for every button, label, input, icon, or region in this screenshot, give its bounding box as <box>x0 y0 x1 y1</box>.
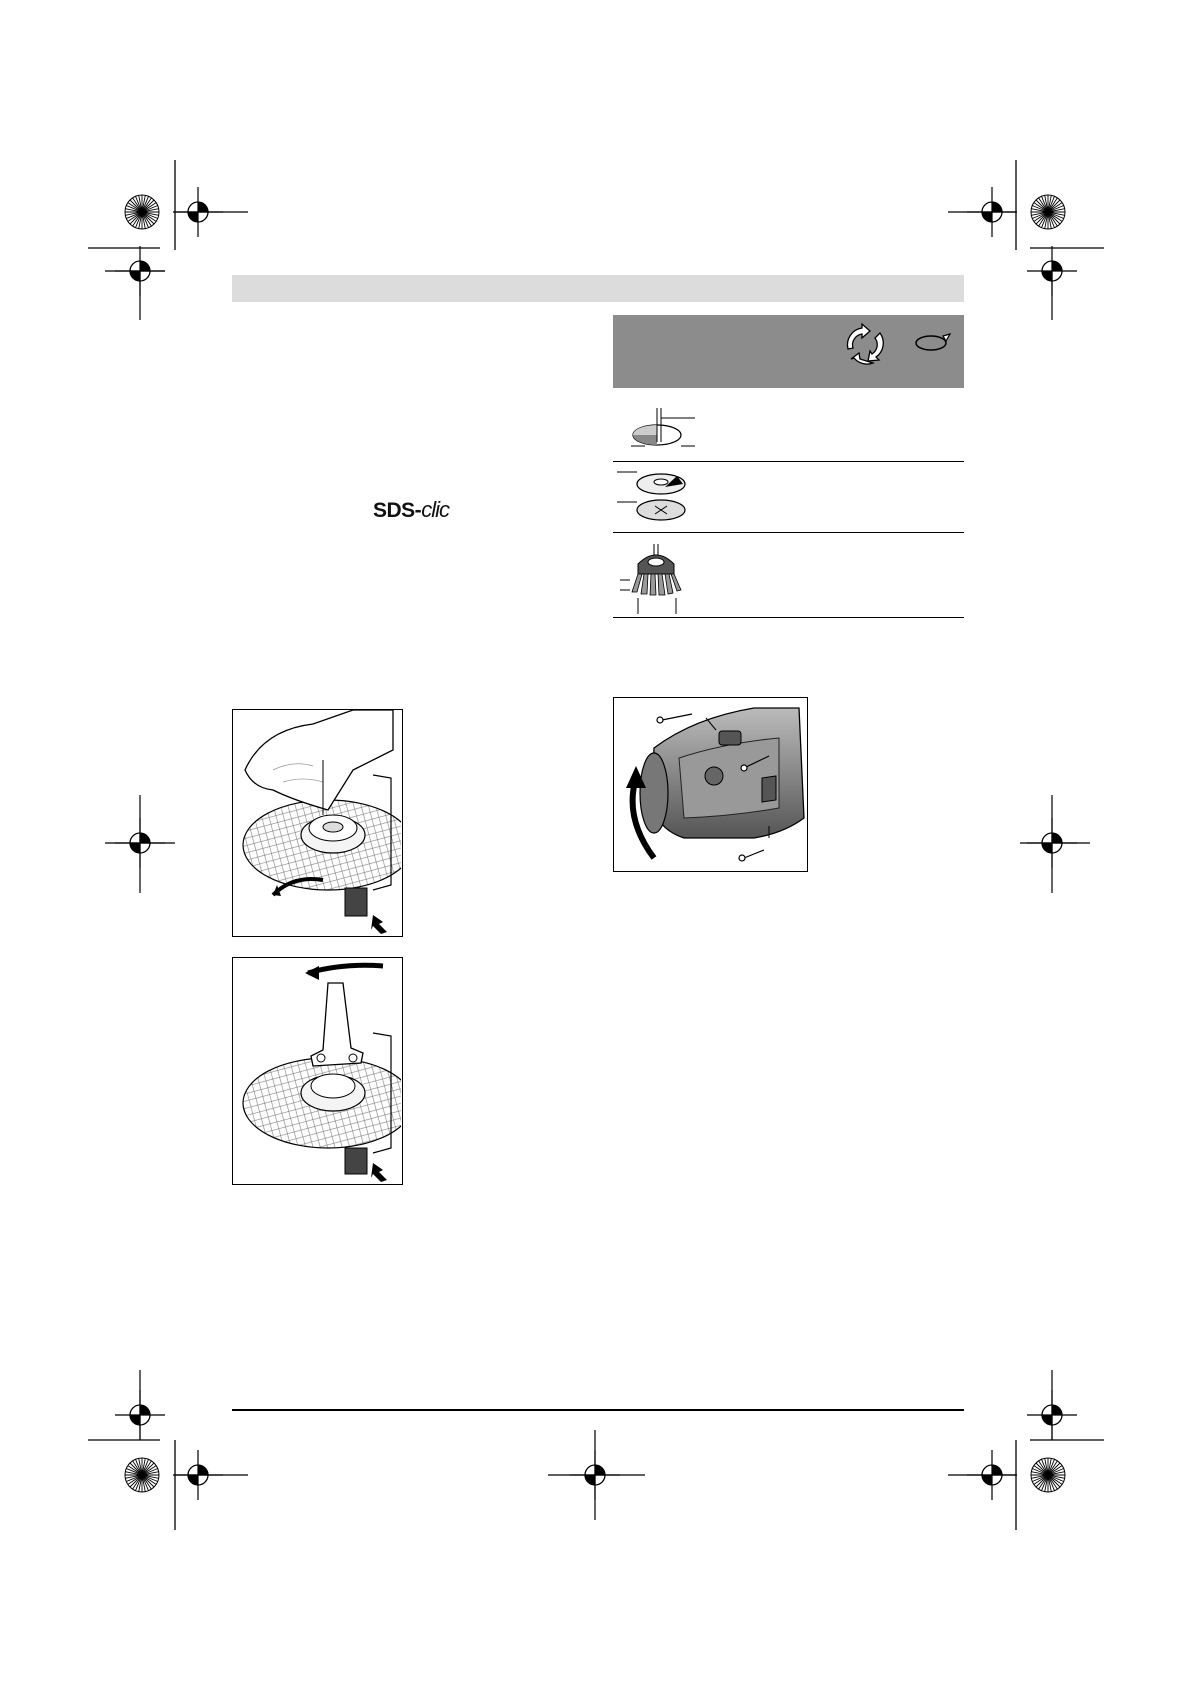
recycle-arrows-icon <box>840 321 890 367</box>
logo-prefix: SDS- <box>373 499 422 522</box>
cup-wire-brush-icon <box>620 540 690 616</box>
rotation-direction-icon <box>913 330 953 356</box>
cutting-grinding-disc-icon <box>625 398 705 454</box>
logo-suffix: clic <box>421 497 449 522</box>
table-row-divider <box>613 617 964 618</box>
fig-quick-nut-wrench-loosen <box>232 957 403 1185</box>
table-row-divider <box>613 461 964 462</box>
table-row-divider <box>613 532 964 533</box>
table-header <box>613 315 964 388</box>
header-bar <box>232 275 964 302</box>
fig-gear-head-rotate <box>613 697 808 872</box>
sds-clic-logo <box>373 497 449 523</box>
fig-quick-nut-hand-tighten <box>232 709 403 937</box>
flap-disc-icon <box>615 466 705 528</box>
footer-rule <box>232 1409 964 1411</box>
